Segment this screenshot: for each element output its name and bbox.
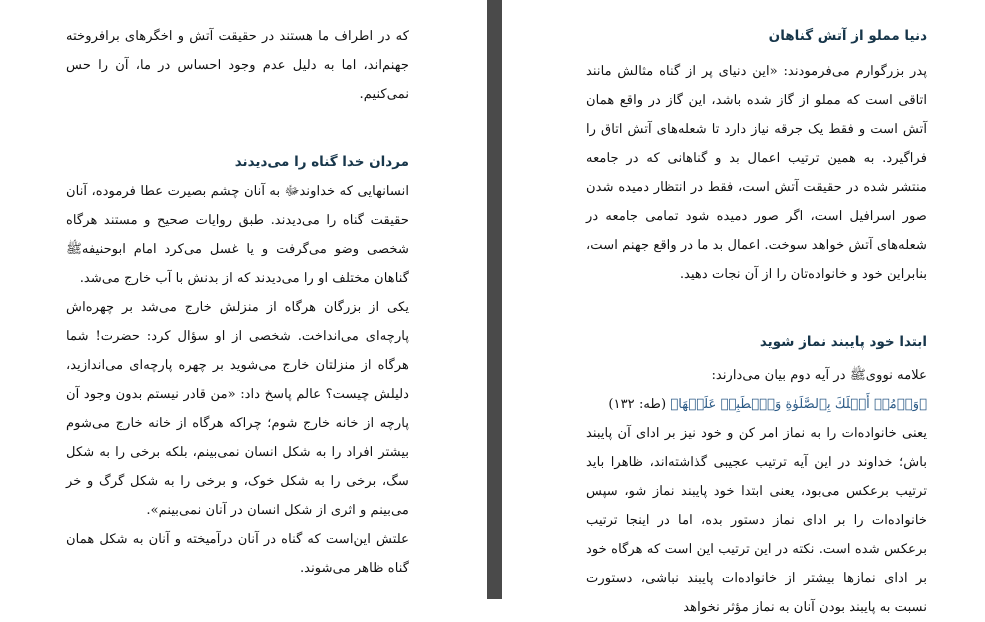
quran-verse — [586, 390, 927, 419]
paragraph: انسانهایی که خداوندﷻ به آنان چشم بصیرت عطا فرموده، آنان حقیقت گناه را می‌دیدند. طبق روایات صحیح و مستند هرگاه شخصی وضو می‌گرفت و یا غسل می‌کرد امام ابوحنیفهﷺ گناهان مختلف او را می‌دیدند که از بدنش با آب خارج می‌شد. — [66, 184, 409, 286]
paragraph: یعنی خانواده‌ات را به نماز امر کن و خود نیز بر ادای آن پایبند باش؛ خداوند در این آیه ترتیب عجیبی گذاشته‌اند، ظاهرا باید ترتیب برعکس می‌بود، یعنی ابتدا خود پایبند نماز شو، سپس خانواده‌ات را بر ادای نماز دستور بده، اما در اینجا ترتیب برعکس شده است. نکته در این ترتیب این است که هرگاه خود بر ادای نمازها بیشتر از خانواده‌ات پایبند نباشی، دستورت نسبت به پایبند بودن آنان به نماز مؤثر نخواهد — [586, 426, 927, 615]
left-page-column — [66, 22, 409, 583]
verse-text: ﴿وَأۡمُرۡ أَهۡلَكَ بِٱلصَّلَوٰةِ وَٱصۡطَبِرۡ عَلَيۡهَا﴾ — [670, 397, 927, 412]
paragraph: علتش این‌است که گناه در آنان درآمیخته و آنان به شکل همان گناه ظاهر می‌شوند. — [66, 532, 409, 576]
verse-reference: (طه: ۱۳۲) — [608, 397, 667, 412]
left-top-paragraph: که در اطراف ما هستند در حقیقت آتش و اخگرهای برافروخته جهنم‌اند، اما به دلیل عدم وجود احساس در ما، آن را حس نمی‌کنیم. — [66, 29, 409, 102]
intro-line: علامه نووی‌ﷺ در آیه دوم بیان می‌دارند: — [711, 368, 927, 383]
spacer — [586, 289, 927, 328]
book-gutter — [487, 0, 502, 599]
section-title-men-of-god: مردان خدا گناه را می‌دیدند — [234, 154, 409, 170]
spacer — [66, 109, 409, 148]
paragraph: یکی از بزرگان هرگاه از منزلش خارج می‌شد بر چهره‌اش پارچه‌ای می‌انداخت. شخصی از او سؤال کرد: حضرت! شما هرگاه از منزلتان خارج می‌شوید بر چهره پارچه‌ای می‌اندازید، دلیلش چیست؟ عالم پاسخ داد: «من قادر نیستم بدون وجود آن پارچه از خانه خارج شوم؛ چراکه هرگاه از خانه خارج می‌شوم بیشتر افراد را به شکل انسان نمی‌بینم، بلکه برخی را به شکل سگ، برخی را به شکل خوک، و برخی را به شکل گرگ و خر می‌بینم و اثری از شکل انسان در آنان نمی‌بینم». — [66, 300, 409, 518]
section-title-world-of-sin: دنیا مملو از آتش گناهان — [768, 28, 927, 44]
section-title-prayer: ابتدا خود پایبند نماز شوید — [759, 334, 927, 350]
right-page-column — [586, 22, 927, 622]
left-page — [0, 0, 487, 599]
right-page — [502, 0, 985, 615]
paragraph: پدر بزرگوارم می‌فرمودند: «این دنیای پر از گناه مثالش مانند اتاقی است که مملو از گاز شده باشد، این گاز در واقع همان آتش است و فقط یک جرقه نیاز دارد تا شعله‌های آتش اتاق را فراگیرد. به همین ترتیب اعمال بد و گناهانی که در جامعه منتشر شده در حقیقت آتش است، فقط در انتظار دمیده شدن صور اسرافیل است، اگر صور دمیده شود تمامی جامعه در شعله‌های آتش خواهد سوخت. اعمال بد ما در واقع جهنم است، بنابراین خود و خانواده‌تان را از آن نجات دهید. — [586, 64, 927, 282]
